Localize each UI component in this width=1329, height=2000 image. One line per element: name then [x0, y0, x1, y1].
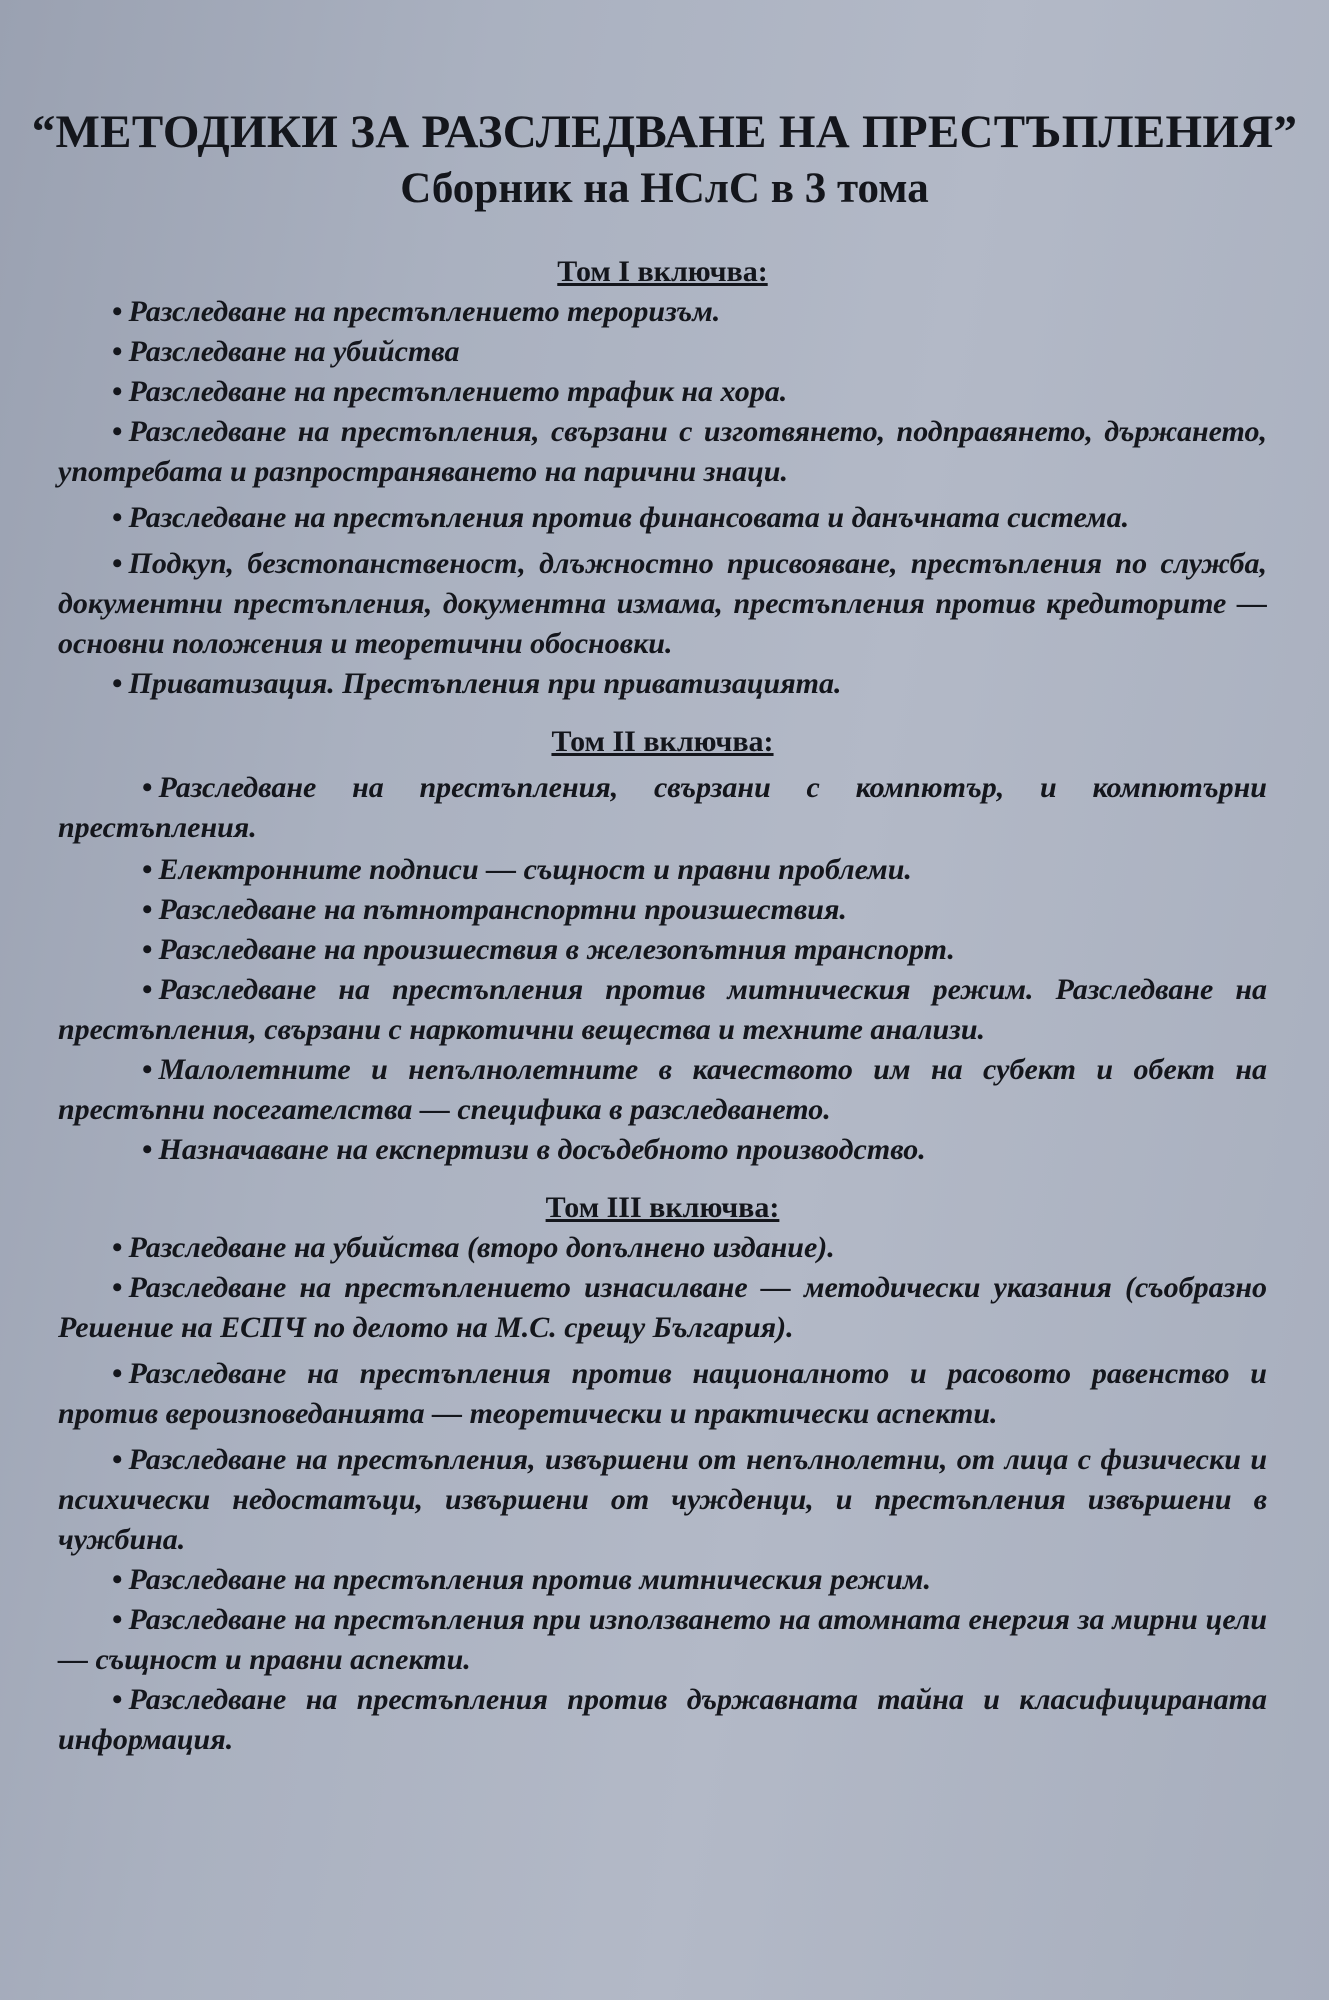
volume-2-item: • Малолетните и непълнолетните в качеството им на субект и обект на престъпни посегателства — специфика в разследването. — [58, 1053, 1267, 1126]
bullet-icon: • — [112, 547, 123, 580]
volume-1-item: • Разследване на престъплението тероризъм. — [112, 295, 721, 328]
bullet-icon: • — [142, 893, 153, 926]
volume-2-item: • Назначаване на експертизи в досъдебното производство. — [142, 1133, 926, 1166]
volume-2-item: • Електронните подписи — същност и правни проблеми. — [142, 853, 912, 886]
volume-1-item: • Разследване на престъплението трафик на хора. — [112, 375, 788, 408]
volume-2-item: • Разследване на пътнотранспортни произшествия. — [142, 893, 847, 926]
bullet-icon: • — [142, 973, 153, 1006]
volume-2-item: • Разследване на престъпления против митническия режим. Разследване на престъпления, свързани с наркотични вещества и техните анализи. — [58, 973, 1267, 1046]
volume-1-heading: Том I включва: — [557, 255, 768, 288]
bullet-icon: • — [142, 853, 153, 886]
bullet-icon: • — [112, 295, 123, 328]
document-title: “МЕТОДИКИ ЗА РАЗСЛЕДВАНЕ НА ПРЕСТЪПЛЕНИЯ” — [31, 106, 1298, 158]
volume-3-item: • Разследване на престъпления, извършени от непълнолетни, от лица с физически и психически недостатъци, извършени от чужденци, и престъпления извършени в чужбина. — [58, 1443, 1267, 1556]
volume-1-item: • Подкуп, безстопанственост, длъжностно присвояване, престъпления по служба, документни престъпления, документна измама, престъпления против кредиторите — основни положения и теоретични обосновки. — [58, 547, 1267, 660]
volume-3-item: • Разследване на убийства (второ допълнено издание). — [112, 1231, 835, 1264]
bullet-icon: • — [112, 1603, 123, 1636]
volume-3-item: • Разследване на престъпления против националното и расовото равенство и против вероизповеданията — теоретически и практически аспекти. — [58, 1357, 1267, 1430]
volume-1-item: • Разследване на престъпления против финансовата и данъчната система. — [112, 501, 1130, 534]
bullet-icon: • — [112, 1231, 123, 1264]
volume-2-item: • Разследване на произшествия в железопътния транспорт. — [142, 933, 955, 966]
volume-3-item: • Разследване на престъпления при използването на атомната енергия за мирни цели — същност и правни аспекти. — [58, 1603, 1267, 1676]
bullet-icon: • — [112, 1357, 123, 1390]
volume-1-item: • Приватизация. Престъпления при приватизацията. — [112, 667, 842, 700]
bullet-icon: • — [112, 415, 123, 448]
bullet-icon: • — [112, 667, 123, 700]
bullet-icon: • — [112, 335, 123, 368]
bullet-icon: • — [112, 1443, 123, 1476]
bullet-icon: • — [142, 933, 153, 966]
volume-3-item: • Разследване на престъпления против държавната тайна и класифицираната информация. — [58, 1683, 1267, 1756]
bullet-icon: • — [112, 1563, 123, 1596]
volume-1-item: • Разследване на престъпления, свързани с изготвянето, подправянето, държането, употребата и разпространяването на парични знаци. — [58, 415, 1267, 488]
volume-2-heading: Том II включва: — [551, 725, 774, 758]
bullet-icon: • — [112, 1683, 123, 1716]
volume-3-section — [0, 1188, 1329, 1760]
bullet-icon: • — [112, 1271, 123, 1304]
volume-2-section — [0, 722, 1329, 1170]
document-header — [0, 0, 1329, 214]
document-subtitle: Сборник на НСлС в 3 тома — [400, 165, 929, 212]
volume-3-heading: Том III включва: — [545, 1191, 780, 1224]
volume-3-item: • Разследване на престъплението изнасилване — методически указания (съобразно Решение на ЕСПЧ по делото на М.С. срещу България). — [58, 1271, 1267, 1344]
volume-1-item: • Разследване на убийства — [112, 335, 460, 368]
volume-3-item: • Разследване на престъпления против митническия режим. — [112, 1563, 931, 1596]
bullet-icon: • — [112, 501, 123, 534]
bullet-icon: • — [142, 1133, 153, 1166]
bullet-icon: • — [142, 1053, 153, 1086]
bullet-icon: • — [142, 771, 153, 804]
bullet-icon: • — [112, 375, 123, 408]
volume-2-item: • Разследване на престъпления, свързани с компютър, и компютърни престъпления. — [58, 771, 1267, 844]
volume-1-section — [0, 252, 1329, 704]
